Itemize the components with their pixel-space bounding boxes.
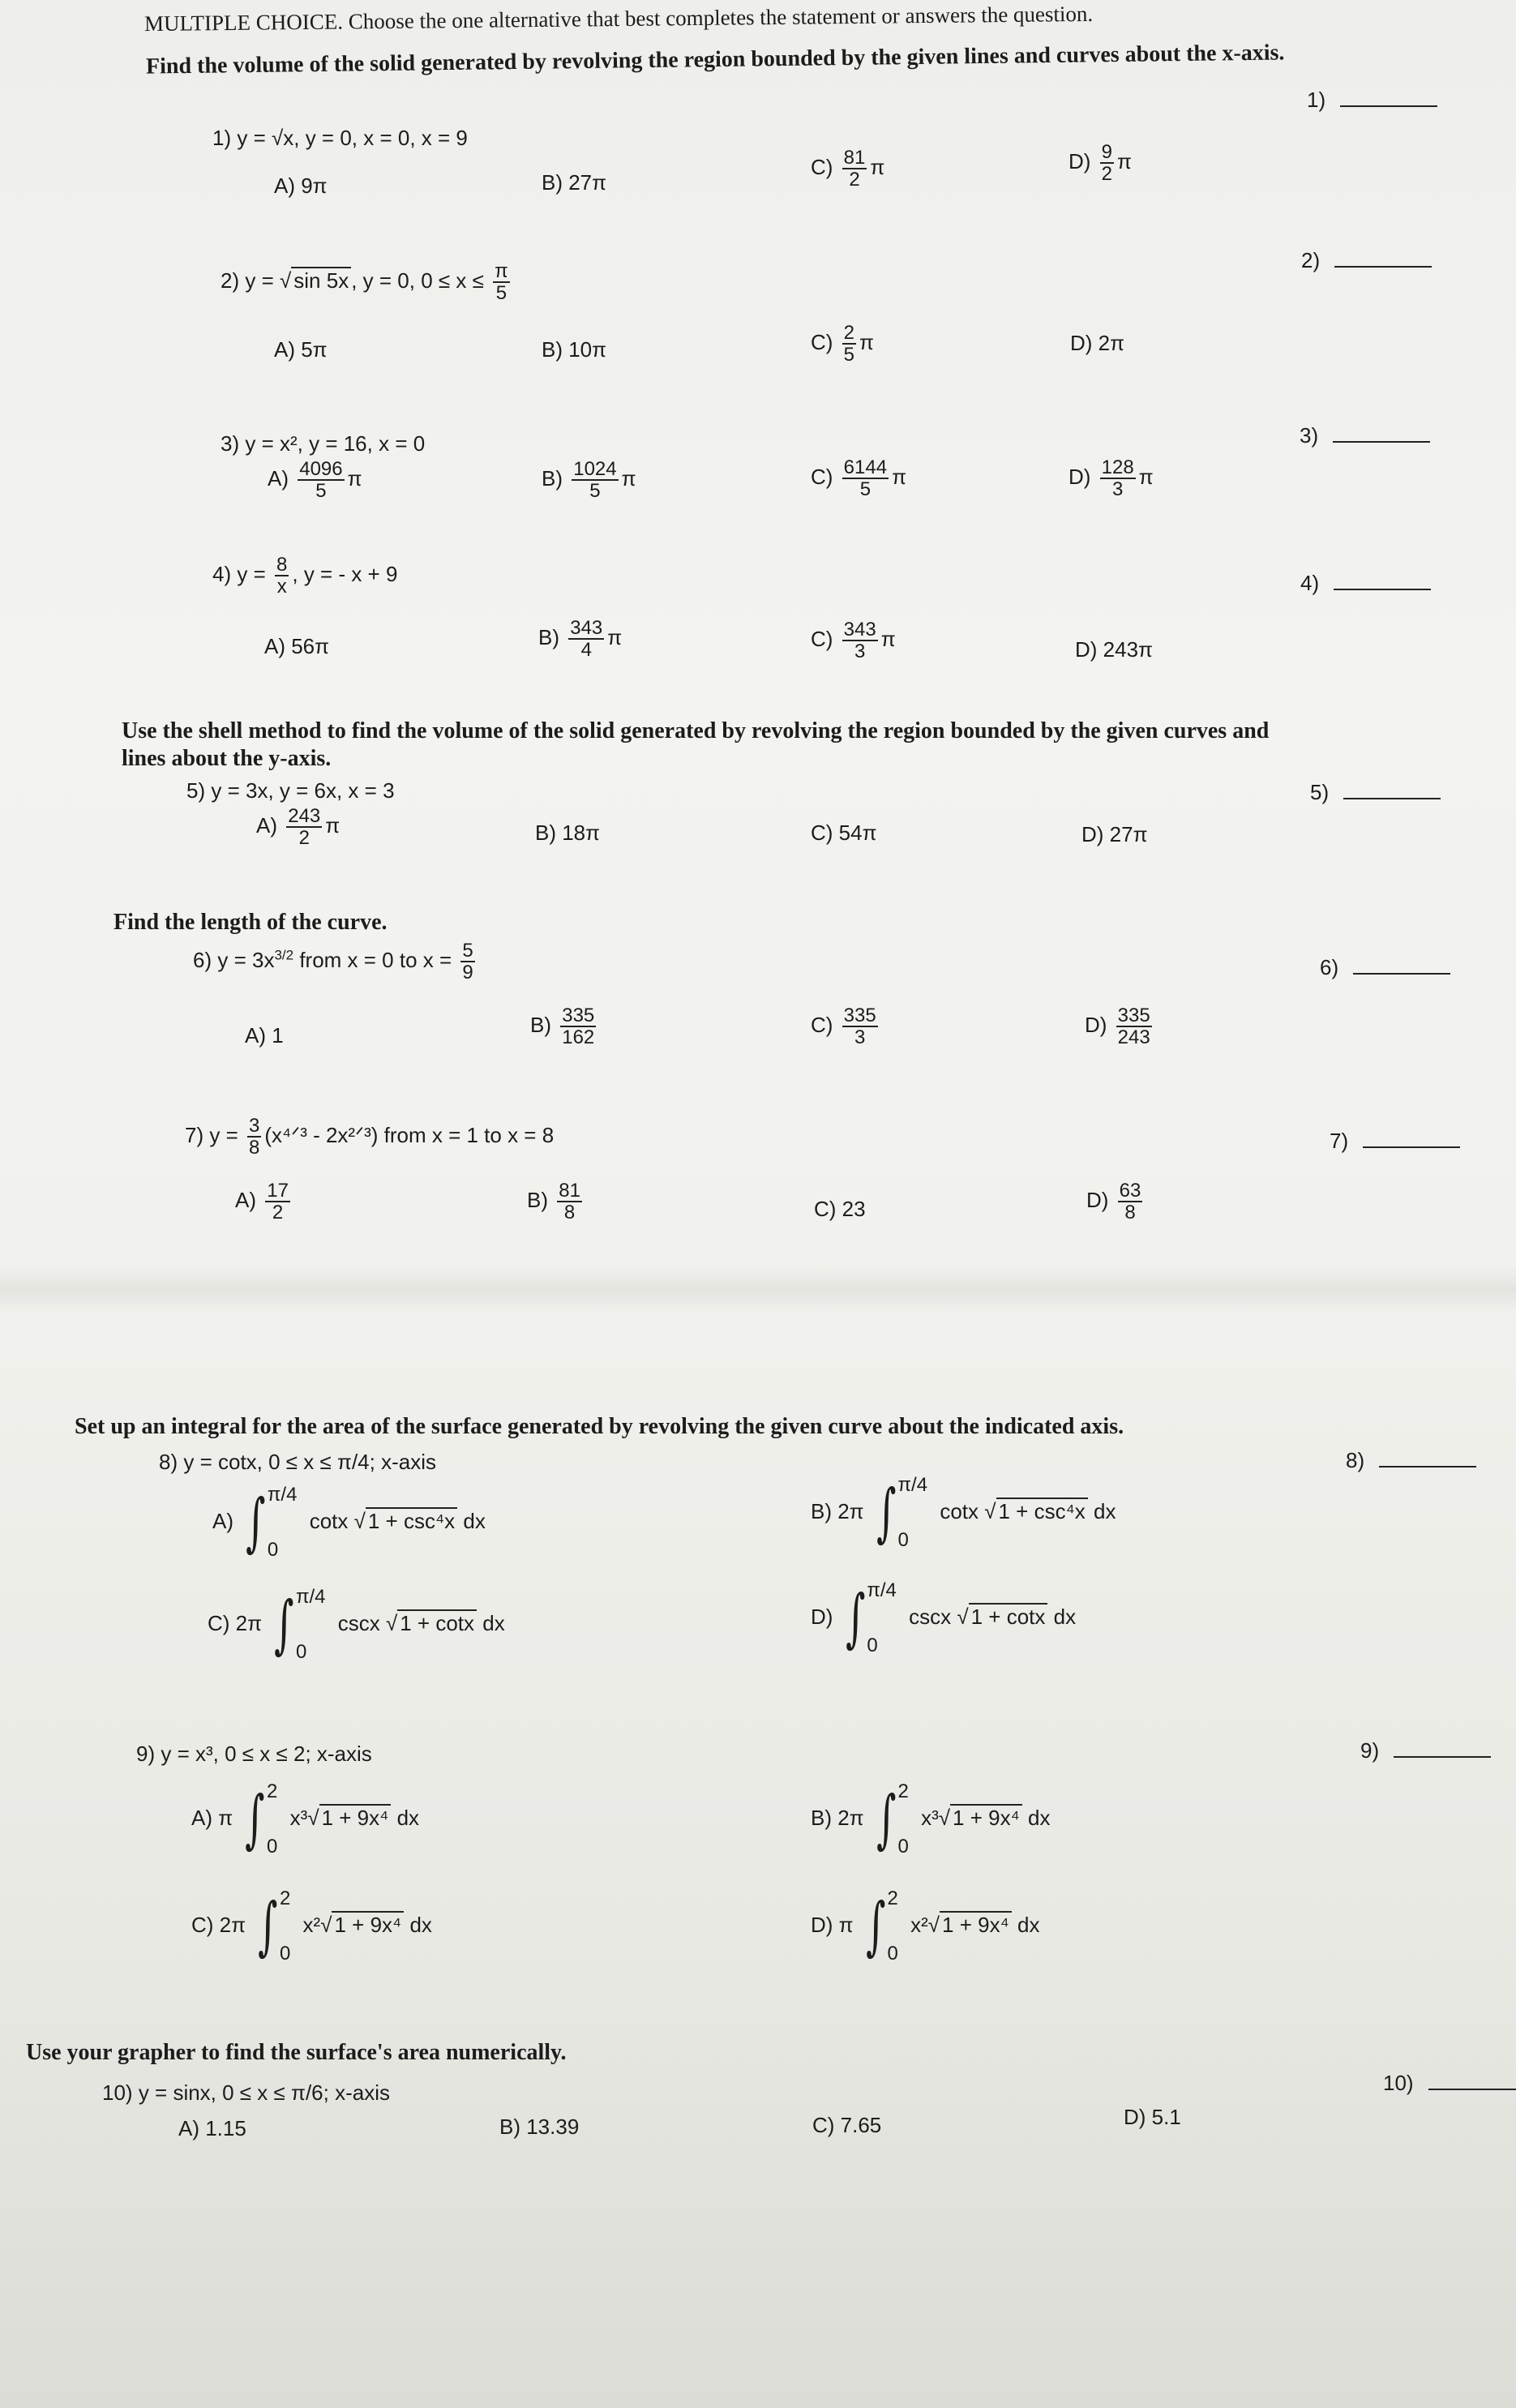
question-equation: y = sinx, 0 ≤ x ≤ π/6; x-axis bbox=[138, 2080, 390, 2105]
denominator: 3 bbox=[854, 641, 866, 663]
option-label: B) bbox=[530, 1013, 551, 1038]
numerator: 4096 bbox=[299, 458, 343, 480]
equation-part: , y = 0, 0 ≤ x ≤ bbox=[351, 268, 484, 294]
option-label: D) bbox=[1068, 465, 1091, 490]
answer-number: 7) bbox=[1330, 1129, 1349, 1153]
integral bbox=[268, 1586, 332, 1664]
option-4c[interactable] bbox=[811, 619, 896, 662]
integrand: cotx bbox=[309, 1508, 349, 1533]
option-label: C) 2π bbox=[191, 1912, 246, 1937]
numerator: 335 bbox=[562, 1005, 595, 1026]
fraction bbox=[572, 459, 618, 501]
pi-symbol: π bbox=[1117, 149, 1132, 174]
option-4b[interactable] bbox=[538, 618, 622, 660]
answer-slot-10[interactable] bbox=[1383, 2071, 1516, 2096]
question-number: 10) bbox=[102, 2080, 133, 2105]
fraction bbox=[557, 1180, 582, 1223]
radicand: 1 + cotx bbox=[969, 1603, 1048, 1629]
option-label: C) bbox=[811, 155, 833, 180]
question-7 bbox=[185, 1116, 554, 1158]
instructions-header: MULTIPLE CHOICE. Choose the one alternative that best completes the statement or answers the question. bbox=[143, 1, 1094, 36]
pi-symbol: π bbox=[607, 625, 623, 650]
option-label: C) bbox=[811, 1013, 833, 1038]
option-label: C) bbox=[811, 330, 833, 355]
answer-blank[interactable] bbox=[1379, 1450, 1476, 1468]
numerator: 335 bbox=[1117, 1005, 1150, 1026]
question-number: 7) bbox=[185, 1123, 204, 1148]
lower-limit: 0 bbox=[279, 1943, 291, 1965]
answer-blank[interactable] bbox=[1363, 1130, 1460, 1148]
fraction bbox=[560, 1005, 596, 1048]
answer-number: 5) bbox=[1310, 780, 1330, 804]
denominator: 2 bbox=[849, 169, 860, 191]
answer-slot-8[interactable] bbox=[1346, 1448, 1476, 1473]
fraction bbox=[1116, 1005, 1152, 1048]
answer-number: 8) bbox=[1346, 1448, 1365, 1472]
option-1d[interactable] bbox=[1068, 142, 1132, 184]
integrand: cscx bbox=[909, 1604, 952, 1629]
section-volume-disk: Find the volume of the solid generated by revolving the region bounded by the given lines and curves about the x-axis. bbox=[145, 40, 1285, 79]
answer-slot-3[interactable] bbox=[1300, 423, 1430, 448]
integral bbox=[239, 1484, 303, 1562]
numerator: 5 bbox=[462, 940, 473, 962]
pi-symbol: π bbox=[347, 466, 362, 491]
differential: dx bbox=[1028, 1805, 1051, 1830]
option-4d[interactable]: D) 243π bbox=[1075, 637, 1153, 662]
fraction bbox=[286, 806, 322, 848]
numerator: 243 bbox=[288, 805, 321, 827]
option-5c[interactable]: C) 54π bbox=[811, 821, 877, 845]
option-6b[interactable] bbox=[530, 1005, 599, 1048]
section-surface-setup: Set up an integral for the area of the surface generated by revolving the given curve about the indicated axis. bbox=[75, 1414, 1124, 1439]
radicand: 1 + 9x⁴ bbox=[940, 1911, 1012, 1937]
differential: dx bbox=[482, 1610, 505, 1635]
question-number: 4) bbox=[212, 562, 232, 587]
lower-limit: 0 bbox=[897, 1836, 909, 1857]
option-label: A) bbox=[212, 1508, 233, 1533]
option-label: A) bbox=[235, 1188, 256, 1213]
option-3d[interactable] bbox=[1068, 457, 1154, 499]
question-3 bbox=[221, 431, 425, 456]
integrand: x² bbox=[302, 1912, 321, 1937]
question-number: 5) bbox=[186, 778, 206, 803]
exponent: 3/2 bbox=[274, 947, 294, 963]
upper-limit: 2 bbox=[897, 1780, 909, 1802]
radicand: 1 + 9x⁴ bbox=[332, 1911, 404, 1937]
option-2d[interactable]: D) 2π bbox=[1070, 331, 1125, 355]
option-label: C) bbox=[811, 465, 833, 490]
denominator: 3 bbox=[854, 1026, 866, 1049]
option-3b[interactable] bbox=[542, 459, 636, 501]
question-8 bbox=[159, 1450, 436, 1475]
fraction bbox=[298, 459, 344, 501]
fraction bbox=[842, 457, 889, 499]
question-number: 9) bbox=[136, 1742, 156, 1766]
numerator: 6144 bbox=[843, 456, 888, 478]
fraction bbox=[247, 1116, 261, 1158]
question-5 bbox=[186, 778, 395, 803]
option-label: C) bbox=[811, 627, 833, 652]
fraction bbox=[842, 1005, 878, 1048]
question-number: 8) bbox=[159, 1450, 178, 1474]
answer-number: 6) bbox=[1320, 955, 1339, 979]
equation-part: y = bbox=[209, 1123, 238, 1148]
question-number: 3) bbox=[221, 431, 240, 456]
integrand: cotx bbox=[940, 1498, 979, 1523]
numerator: 8 bbox=[276, 554, 288, 576]
question-2: 2) y = √ sin 5x , y = 0, 0 ≤ x ≤ $\frac{\pi}{5}$ bbox=[221, 260, 508, 305]
answer-blank[interactable] bbox=[1428, 2072, 1516, 2090]
option-2a[interactable]: A) 5π bbox=[274, 337, 328, 362]
pi-symbol: π bbox=[870, 155, 885, 180]
option-1a[interactable]: A) 9π bbox=[274, 174, 328, 198]
question-number: 1) bbox=[212, 126, 232, 150]
answer-slot-4[interactable] bbox=[1300, 571, 1431, 596]
answer-blank[interactable] bbox=[1334, 250, 1432, 268]
upper-limit: π/4 bbox=[897, 1474, 928, 1496]
option-5b[interactable]: B) 18π bbox=[535, 821, 601, 845]
option-7c[interactable]: C) 23 bbox=[814, 1197, 866, 1221]
answer-number: 9) bbox=[1360, 1738, 1380, 1763]
option-6d[interactable] bbox=[1085, 1005, 1155, 1048]
option-7d[interactable] bbox=[1086, 1180, 1146, 1223]
integral-sign-icon: ∫ bbox=[246, 1486, 266, 1559]
upper-limit: 2 bbox=[279, 1887, 291, 1909]
option-10c[interactable]: C) 7.65 bbox=[812, 2113, 882, 2137]
option-label: D) π bbox=[811, 1912, 854, 1937]
question-1 bbox=[212, 126, 468, 151]
integral bbox=[839, 1579, 903, 1657]
radicand: 1 + csc⁴x bbox=[996, 1498, 1088, 1523]
denominator: 5 bbox=[843, 344, 855, 366]
denominator: 5 bbox=[315, 480, 327, 503]
lower-limit: 0 bbox=[295, 1641, 307, 1663]
pi-symbol: π bbox=[880, 627, 896, 652]
fraction bbox=[568, 618, 604, 660]
pi-symbol: π bbox=[1138, 465, 1154, 490]
lower-limit: 0 bbox=[867, 1635, 878, 1656]
option-label: C) 2π bbox=[208, 1610, 263, 1635]
option-label: B) bbox=[527, 1188, 548, 1213]
integral bbox=[251, 1887, 297, 1965]
integral-sign-icon: ∫ bbox=[258, 1890, 278, 1963]
question-6 bbox=[193, 940, 478, 983]
denominator: 4 bbox=[580, 639, 592, 662]
option-8a[interactable]: A) ∫ π/4 0 cotx √ 1 + csc⁴x dx bbox=[212, 1484, 486, 1561]
denominator: 2 bbox=[298, 827, 310, 850]
answer-blank[interactable] bbox=[1334, 572, 1431, 590]
option-8c[interactable]: C) 2π ∫ π/4 0 cscx √ 1 + cotx dx bbox=[208, 1586, 505, 1663]
integral-sign-icon: ∫ bbox=[274, 1588, 294, 1661]
denominator: 3 bbox=[1112, 478, 1124, 501]
answer-blank[interactable] bbox=[1353, 957, 1450, 975]
integrand: x³ bbox=[921, 1805, 939, 1830]
integral bbox=[870, 1780, 915, 1858]
numerator: 1024 bbox=[573, 458, 617, 480]
answer-blank[interactable] bbox=[1343, 782, 1441, 799]
fraction bbox=[842, 148, 867, 190]
differential: dx bbox=[1053, 1604, 1077, 1629]
question-equation: y = √x, y = 0, x = 0, x = 9 bbox=[237, 126, 468, 150]
differential: dx bbox=[396, 1805, 420, 1830]
option-7b[interactable] bbox=[527, 1180, 585, 1223]
paper-fold-shadow bbox=[0, 1265, 1516, 1313]
lower-limit: 0 bbox=[267, 1836, 278, 1857]
fraction bbox=[275, 555, 289, 597]
upper-limit: 2 bbox=[267, 1780, 278, 1802]
pi-symbol: π bbox=[325, 813, 340, 838]
numerator: 81 bbox=[559, 1180, 580, 1202]
fraction bbox=[460, 940, 474, 983]
question-9 bbox=[136, 1742, 372, 1767]
radicand: 1 + cotx bbox=[397, 1609, 477, 1635]
pi-symbol: π bbox=[859, 330, 874, 355]
denominator: 2 bbox=[1101, 163, 1113, 186]
answer-number: 1) bbox=[1307, 88, 1326, 112]
numerator: 81 bbox=[843, 147, 866, 169]
denominator: 2 bbox=[272, 1202, 284, 1224]
section-shell-method: Use the shell method to find the volume of the solid generated by revolving the region bounded by the given curves and bbox=[122, 718, 1270, 743]
option-9c[interactable]: C) 2π ∫ 2 0 x²√ 1 + 9x⁴ dx bbox=[191, 1887, 432, 1965]
fraction bbox=[1100, 457, 1136, 499]
question-number: 2) bbox=[221, 268, 240, 294]
option-label: B) 2π bbox=[811, 1498, 864, 1523]
lower-limit: 0 bbox=[267, 1539, 279, 1561]
answer-slot-5[interactable] bbox=[1310, 780, 1441, 805]
differential: dx bbox=[409, 1912, 432, 1937]
radicand: 1 + csc⁴x bbox=[366, 1507, 457, 1533]
numerator: π bbox=[495, 260, 508, 282]
equation-part: y = bbox=[245, 268, 280, 294]
option-5a[interactable] bbox=[256, 806, 340, 848]
section-shell-method-cont: lines about the y-axis. bbox=[122, 746, 332, 771]
fraction bbox=[265, 1180, 290, 1223]
option-10d[interactable]: D) 5.1 bbox=[1124, 2105, 1181, 2129]
radicand: 1 + 9x⁴ bbox=[950, 1804, 1022, 1830]
option-label: B) bbox=[538, 625, 559, 650]
option-10a[interactable]: A) 1.15 bbox=[178, 2116, 246, 2140]
question-equation: y = cotx, 0 ≤ x ≤ π/4; x-axis bbox=[183, 1450, 436, 1474]
upper-limit: π/4 bbox=[267, 1484, 298, 1506]
question-10 bbox=[102, 2080, 390, 2106]
option-8d[interactable]: D) ∫ π/4 0 cscx √ 1 + cotx dx bbox=[811, 1579, 1077, 1656]
answer-slot-9[interactable] bbox=[1360, 1738, 1491, 1763]
answer-blank[interactable] bbox=[1340, 89, 1437, 107]
integral bbox=[859, 1887, 905, 1965]
integral-sign-icon: ∫ bbox=[245, 1783, 265, 1856]
upper-limit: 2 bbox=[887, 1887, 898, 1909]
radicand: 1 + 9x⁴ bbox=[319, 1804, 392, 1830]
option-5d[interactable]: D) 27π bbox=[1081, 822, 1148, 846]
numerator: 2 bbox=[843, 322, 855, 344]
option-6c[interactable] bbox=[811, 1005, 881, 1048]
differential: dx bbox=[463, 1508, 486, 1533]
answer-slot-6[interactable] bbox=[1320, 955, 1450, 980]
differential: dx bbox=[1094, 1498, 1116, 1523]
denominator: 9 bbox=[462, 962, 473, 984]
option-9b[interactable]: B) 2π ∫ 2 0 x³√ 1 + 9x⁴ dx bbox=[811, 1780, 1051, 1857]
question-4 bbox=[212, 555, 397, 597]
answer-number: 4) bbox=[1300, 571, 1320, 595]
section-grapher: Use your grapher to find the surface's area numerically. bbox=[26, 2040, 567, 2065]
denominator: 243 bbox=[1117, 1026, 1150, 1049]
equation-part: (x⁴ᐟ³ - 2x²ᐟ³) from x = 1 to x = 8 bbox=[264, 1123, 555, 1148]
option-9d[interactable]: D) π ∫ 2 0 x²√ 1 + 9x⁴ dx bbox=[811, 1887, 1040, 1965]
option-10b[interactable]: B) 13.39 bbox=[499, 2114, 580, 2139]
numerator: 17 bbox=[267, 1180, 289, 1202]
option-3a[interactable] bbox=[268, 459, 362, 501]
denominator: x bbox=[276, 576, 287, 598]
answer-slot-1[interactable] bbox=[1307, 88, 1437, 113]
answer-number: 10) bbox=[1383, 2071, 1414, 2095]
equation-part: from x = 0 to x = bbox=[293, 948, 452, 973]
denominator: 8 bbox=[1124, 1202, 1136, 1224]
fraction bbox=[1118, 1180, 1143, 1223]
denominator: 162 bbox=[562, 1026, 595, 1049]
answer-slot-7[interactable] bbox=[1330, 1129, 1460, 1154]
integral-sign-icon: ∫ bbox=[865, 1890, 886, 1963]
fraction bbox=[842, 323, 856, 365]
section-arc-length: Find the length of the curve. bbox=[113, 910, 388, 935]
option-1c[interactable] bbox=[811, 148, 884, 190]
pi-symbol: π bbox=[892, 465, 907, 490]
option-label: D) bbox=[1085, 1013, 1107, 1038]
denominator: 5 bbox=[589, 480, 601, 503]
numerator: 343 bbox=[570, 617, 603, 639]
option-4a[interactable]: A) 56π bbox=[264, 634, 330, 658]
upper-limit: π/4 bbox=[867, 1579, 897, 1601]
integral-sign-icon: ∫ bbox=[876, 1783, 897, 1856]
equation-part: , y = - x + 9 bbox=[292, 562, 398, 587]
question-equation: y = 3x, y = 6x, x = 3 bbox=[211, 778, 395, 803]
integral-sign-icon: ∫ bbox=[845, 1582, 866, 1655]
question-number: 6) bbox=[193, 948, 212, 973]
question-equation: y = x³, 0 ≤ x ≤ 2; x-axis bbox=[161, 1742, 372, 1766]
answer-blank[interactable] bbox=[1333, 425, 1430, 443]
lower-limit: 0 bbox=[897, 1529, 909, 1551]
option-label: D) bbox=[811, 1604, 833, 1629]
option-label: B) bbox=[542, 466, 563, 491]
fraction bbox=[842, 619, 878, 662]
radicand: sin 5x bbox=[291, 267, 351, 293]
equation-part: y = 3x bbox=[217, 948, 275, 973]
numerator: 335 bbox=[843, 1005, 876, 1026]
numerator: 63 bbox=[1119, 1180, 1141, 1202]
differential: dx bbox=[1017, 1912, 1040, 1937]
fraction bbox=[1100, 142, 1114, 184]
answer-number: 3) bbox=[1300, 423, 1319, 448]
option-2c[interactable] bbox=[811, 323, 874, 365]
option-8b[interactable]: B) 2π ∫ π/4 0 cotx √ 1 + csc⁴x dx bbox=[811, 1474, 1116, 1551]
integrand: x³ bbox=[289, 1805, 308, 1830]
option-label: B) 2π bbox=[811, 1805, 864, 1830]
denominator: 8 bbox=[563, 1202, 576, 1224]
option-label: A) bbox=[268, 466, 289, 491]
integral-sign-icon: ∫ bbox=[876, 1476, 897, 1549]
denominator: 8 bbox=[249, 1137, 260, 1159]
numerator: 3 bbox=[249, 1115, 260, 1137]
option-7a[interactable] bbox=[235, 1180, 293, 1223]
option-label: A) π bbox=[191, 1805, 233, 1830]
numerator: 128 bbox=[1101, 456, 1134, 478]
denominator: 5 bbox=[495, 282, 507, 305]
option-6a[interactable]: A) 1 bbox=[245, 1023, 284, 1048]
option-1b[interactable]: B) 27π bbox=[542, 170, 607, 195]
answer-number: 2) bbox=[1301, 248, 1321, 272]
pi-symbol: π bbox=[621, 466, 636, 491]
integrand: cscx bbox=[337, 1610, 380, 1635]
option-label: D) bbox=[1086, 1188, 1109, 1213]
upper-limit: π/4 bbox=[295, 1586, 326, 1608]
question-equation: y = x², y = 16, x = 0 bbox=[245, 431, 426, 456]
integral bbox=[238, 1780, 284, 1858]
denominator: 5 bbox=[859, 478, 871, 501]
answer-blank[interactable] bbox=[1394, 1740, 1491, 1758]
numerator: 343 bbox=[843, 619, 876, 641]
lower-limit: 0 bbox=[887, 1943, 898, 1965]
option-3c[interactable] bbox=[811, 457, 906, 499]
answer-slot-2[interactable] bbox=[1301, 248, 1432, 273]
integral bbox=[870, 1474, 934, 1552]
option-label: A) bbox=[256, 813, 277, 838]
option-2b[interactable]: B) 10π bbox=[542, 337, 607, 362]
fraction bbox=[493, 261, 510, 303]
option-label: D) bbox=[1068, 149, 1091, 174]
integrand: x² bbox=[910, 1912, 928, 1937]
numerator: 9 bbox=[1101, 141, 1113, 163]
equation-part: y = bbox=[237, 562, 266, 587]
option-9a[interactable]: A) π ∫ 2 0 x³√ 1 + 9x⁴ dx bbox=[191, 1780, 420, 1857]
